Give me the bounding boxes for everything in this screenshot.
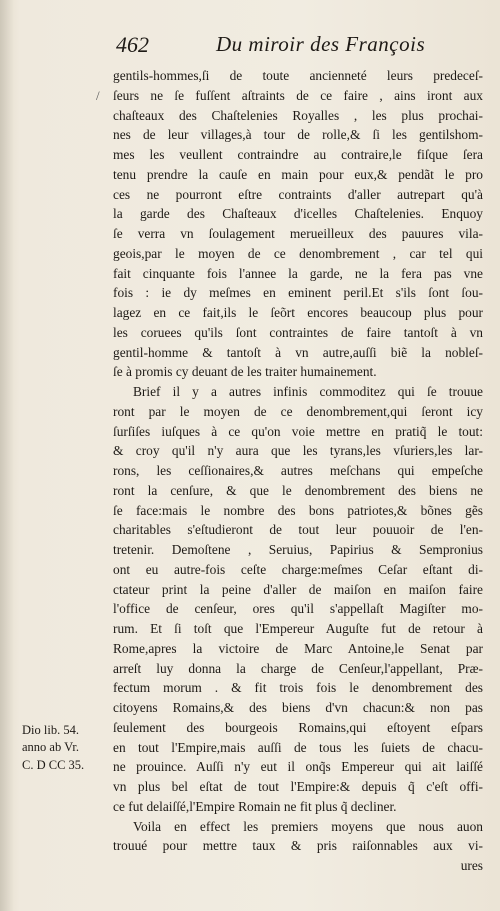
text-line: fois : ie dy meſmes en eminent peril.Et s'ils ſont ſou-: [113, 285, 483, 301]
text-line: ſurſiſes iuſques à ce qu'on voie mettre en pratiq̃ le tout:: [113, 423, 483, 439]
text-line: rum. Et ſi toſt que l'Empereur Auguſte fut de retour à: [113, 621, 483, 636]
text-line: l'office de cenſeur, ores qu'il s'appellaſt Magiſter mo-: [113, 601, 483, 617]
text-line: nes de leur villages,à tour de rolle,& ſi les gentilshom-: [113, 127, 483, 143]
text-line: en tout l'Empire,mais auſſi de tous les ſuiets de chacu-: [113, 739, 483, 755]
text-line: ſe verra vn ſoulagement merueilleux des pauures vila-: [113, 226, 483, 241]
page-number: 462: [116, 32, 149, 57]
text-line: rons, les ceſſionaires,& autres meſchans qui empeſche: [113, 463, 483, 478]
text-line: ront la cenſure, & que le denombrement des biens ne: [113, 482, 483, 498]
text-line: Brief il y a autres infinis commoditez qui ſe trouue: [133, 384, 483, 399]
text-line: ne prouince. Auſſi n'y eut il onq̃s Empereur qui ait laiſſé: [113, 759, 483, 775]
margin-mark: /: [96, 88, 100, 103]
text-line: ſe à promis cy deuant de les traiter humainement.: [113, 364, 377, 380]
text-line: fectum morum . & fit trois fois le denombrement des: [113, 680, 483, 696]
text-line: trouué pour mettre taux & pris raiſonnables aux vi-: [113, 838, 483, 854]
text-line: ures: [460, 858, 483, 873]
text-line: citoyens Romains,& des biens d'vn chacun:& non pas: [113, 700, 483, 715]
text-line: vn plus bel eſtat de tout l'Empire:& depuis q̃ c'eſt offi-: [113, 779, 483, 794]
text-line: geois,par le moyen de ce denombrement , car tel qui: [113, 245, 483, 261]
text-line: ſeurs ne ſe fuſſent aſtraints de ce faire , ains iront aux: [113, 87, 483, 103]
text-line: lagez en ce fait,ils le ſeõrt encores beaucoup plus pour: [113, 305, 483, 320]
text-line: la garde des Chaſteaux d'icelles Chaſtelenies. Enquoy: [113, 206, 483, 222]
text-line: charitables s'eſtudieront de tout leur pouuoir de l'en-: [113, 522, 483, 538]
text-line: chaſteaux des Chaſtelenies Royalles , les plus prochai-: [113, 107, 483, 123]
running-title: Du miroir des François: [216, 32, 426, 56]
margin-note-line-3: C. D CC 35.: [22, 758, 85, 772]
page-header: [116, 32, 436, 62]
text-line: ſeulement des bourgeois Romains,qui eſtoyent eſpars: [113, 719, 483, 735]
text-line: ce fut delaiſſé,l'Empire Romain ne fit plus q̃ decliner.: [113, 798, 397, 814]
margin-note-line-1: Dio lib. 54.: [22, 723, 79, 737]
text-line: ctateur print la peine d'aller de maiſon en maiſon faire: [113, 581, 483, 597]
text-line: ſe face:mais le nombre des bons patriotes,& bõnes gẽs: [113, 502, 483, 518]
margin-note-line-2: anno ab Vr.: [22, 740, 79, 754]
text-line: arreſt luy donna la charge de Cenſeur,l'appellant, Præ-: [113, 660, 483, 676]
text-line: & croy qu'il n'y aura que les tyrans,les vſuriers,les lar-: [113, 443, 483, 459]
text-line: Voila en effect les premiers moyens que nous auon: [133, 818, 483, 834]
text-line: ont eu autre-fois ceſte charge:meſmes Ceſar eſtant di-: [113, 561, 483, 577]
text-line: mes les veullent contraindre au contraire,le fiſque ſera: [113, 147, 483, 162]
text-line: les coruees qu'ils ſont contraintes de faire tantoſt à vn: [113, 324, 483, 340]
text-line: ront par le moyen de ce denombrement,qui ſeront icy: [113, 403, 483, 419]
text-line: ces ne pourront eſtre contraints d'aller autrepart qu'à: [113, 186, 483, 202]
text-line: gentil-homme & tantoſt à vn autre,auſſi biẽ la nobleſ-: [113, 344, 483, 360]
text-line: tenu prendre la cauſe en main pour eux,& pendãt le pro: [113, 166, 483, 182]
text-line: Rome,apres la victoire de Marc Antoine,le Senat par: [113, 640, 483, 656]
page-gutter-shadow: [0, 0, 14, 911]
text-line: fait cinquante fois l'annee la garde, ne la fera pas vne: [113, 265, 483, 281]
text-line: gentils-hommes,ſi de toute ancienneté leurs predeceſ-: [113, 68, 483, 83]
text-line: tretenir. Demoſtene , Seruius, Papirius & Sempronius: [113, 542, 483, 557]
